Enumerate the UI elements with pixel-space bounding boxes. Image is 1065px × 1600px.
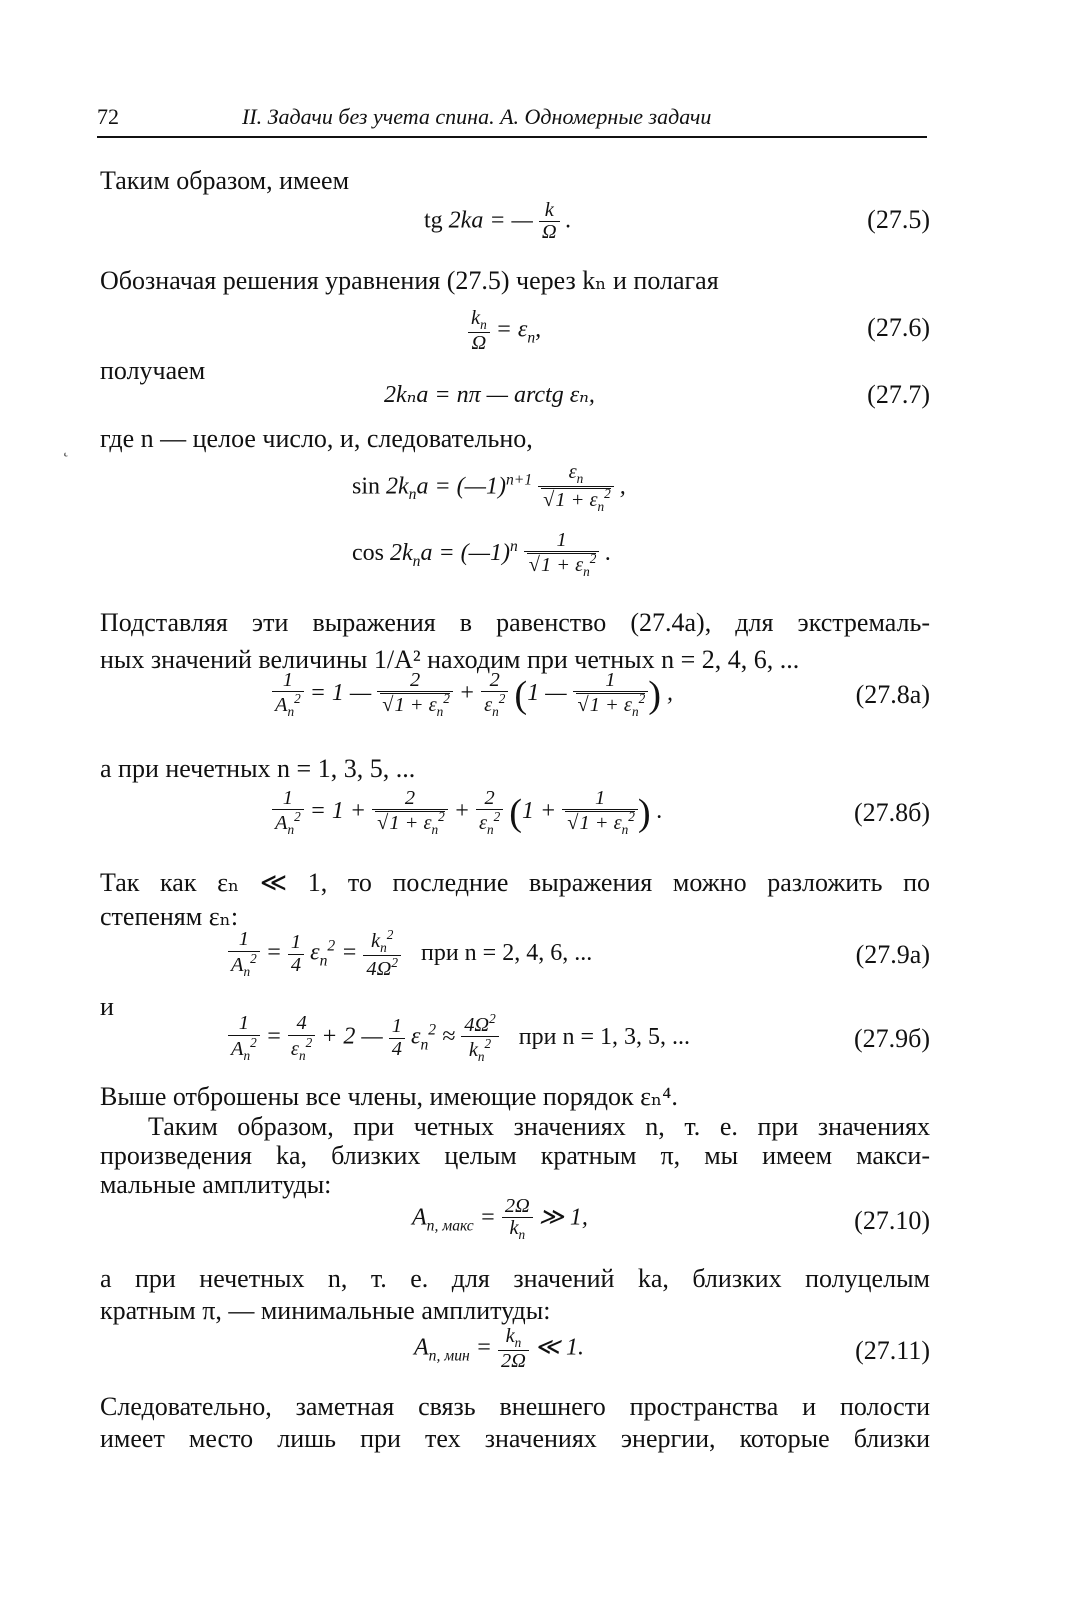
formula-27-9a: $\frac{1}{A_n^2}$ = $\frac{1}{4}$ $\varepsilon_n^2$ = $\frac{k_n^2}{4\Omega^2}$ при n = 2, 4, 6, ... (228, 928, 592, 980)
formula-27-8b: $\frac{1}{A_n^2}$ = 1 + 2 √ $1 + \varepsilon_n^2$ + $\frac{2}{\varepsilon_n^2}$ (1 + 1 √ $1 + \varepsilon_n^2$ ) . (272, 788, 663, 837)
paragraph-2: Обозначая решения уравнения (27.5) через kₙ и полагая (100, 266, 719, 295)
eq-number-27-7: (27.7) (867, 380, 930, 409)
paragraph-1: Таким образом, имеем (100, 166, 350, 195)
formula-cos: $\cos 2k_na$ = (—1)$^n$ 1 √ $1 + \varepsilon_n^2$ . (352, 530, 611, 579)
formula-27-10-subscript: n, макс (426, 1217, 474, 1235)
paragraph-5-line-1: Подставляя эти выражения в равенство (27.4а), для экстремаль- (100, 608, 930, 637)
formula-27-11-subscript: n, мин (428, 1347, 470, 1365)
paragraph-11-line-1: а при нечетных n, т. е. для значений ka, близких полуцелым (100, 1264, 930, 1293)
paragraph-10-line-1: Таким образом, при четных значениях n, т. е. при значениях (148, 1112, 930, 1141)
running-header (97, 104, 927, 138)
paragraph-9: Выше отброшены все члены, имеющие порядок εₙ⁴. (100, 1082, 678, 1111)
eq-number-27-9b: (27.9б) (853, 1024, 930, 1053)
formula-27-10: $A_{n, макс}$ = $\frac{2\Omega}{k_n}$ ≫ 1, (412, 1195, 588, 1243)
paragraph-12-line-1: Следовательно, заметная связь внешнего пространства и полости (100, 1392, 930, 1421)
paragraph-3: получаем (100, 356, 206, 385)
formula-27-8a: $\frac{1}{A_n^2}$ = 1 — 2 √ $1 + \varepsilon_n^2$ + $\frac{2}{\varepsilon_n^2}$ (1 — 1 √ $1 + \varepsilon_n^2$ ) , (272, 670, 673, 719)
formula-27-9a-condition: при n = 2, 4, 6, ... (420, 939, 593, 966)
formula-27-11: $A_{n, мин}$ = $\frac{k_n}{2\Omega}$ ≪ 1. (414, 1325, 585, 1372)
paragraph-4: где n — целое число, и, следовательно, (100, 424, 533, 453)
paragraph-6: а при нечетных n = 1, 3, 5, ... (100, 754, 416, 783)
paragraph-5-line-2: ных значений величины 1/A² находим при четных n = 2, 4, 6, ... (100, 645, 800, 674)
paragraph-7-line-1: Так как εₙ ≪ 1, то последние выражения можно разложить по (100, 868, 930, 897)
formula-27-9b-condition: при n = 1, 3, 5, ... (518, 1023, 691, 1050)
page-number: 72 (97, 104, 119, 129)
eq-number-27-6: (27.6) (867, 313, 930, 342)
paragraph-8: и (100, 992, 114, 1021)
eq-number-27-11: (27.11) (855, 1336, 930, 1365)
eq-number-27-9a: (27.9а) (855, 940, 930, 969)
paragraph-11-line-2: кратным π, — минимальные амплитуды: (100, 1296, 551, 1325)
eq-number-27-5: (27.5) (867, 205, 930, 234)
paragraph-10-line-3: мальные амплитуды: (100, 1170, 332, 1199)
paragraph-10-line-2: произведения ka, близких целым кратным π, мы имеем макси- (100, 1141, 930, 1170)
eq-number-27-8a: (27.8а) (855, 680, 930, 709)
formula-27-5: tg 2ka = — $\frac{k}{\Omega}$ . (424, 199, 572, 244)
formula-sin: $\sin 2k_na$ = (—1)$^{n+1}$ $\varepsilon_n$ √ $1 + \varepsilon_n^2$ , (352, 462, 626, 514)
eq-number-27-8b: (27.8б) (853, 798, 930, 827)
formula-27-7: 2kₙa = nπ — arctg εₙ, (384, 382, 595, 408)
margin-mark: ˛ (63, 437, 69, 457)
running-title: II. Задачи без учета спина. А. Одномерные задачи (242, 104, 712, 129)
formula-27-9b: $\frac{1}{A_n^2}$ = $\frac{4}{\varepsilon_n^2}$ + 2 — $\frac{1}{4}$ $\varepsilon_n^2$ ≈ $\frac{4\Omega^2}{k_n^2}$ при n = 1, 3, 5, ... (228, 1012, 690, 1064)
paragraph-7-line-2: степеням εₙ: (100, 902, 239, 931)
eq-number-27-10: (27.10) (854, 1206, 930, 1235)
formula-27-6: $\frac{k_n}{\Omega}$ = $\varepsilon_n$, (468, 308, 541, 354)
paragraph-12-line-2: имеет место лишь при тех значениях энергии, которые близки (100, 1424, 930, 1453)
